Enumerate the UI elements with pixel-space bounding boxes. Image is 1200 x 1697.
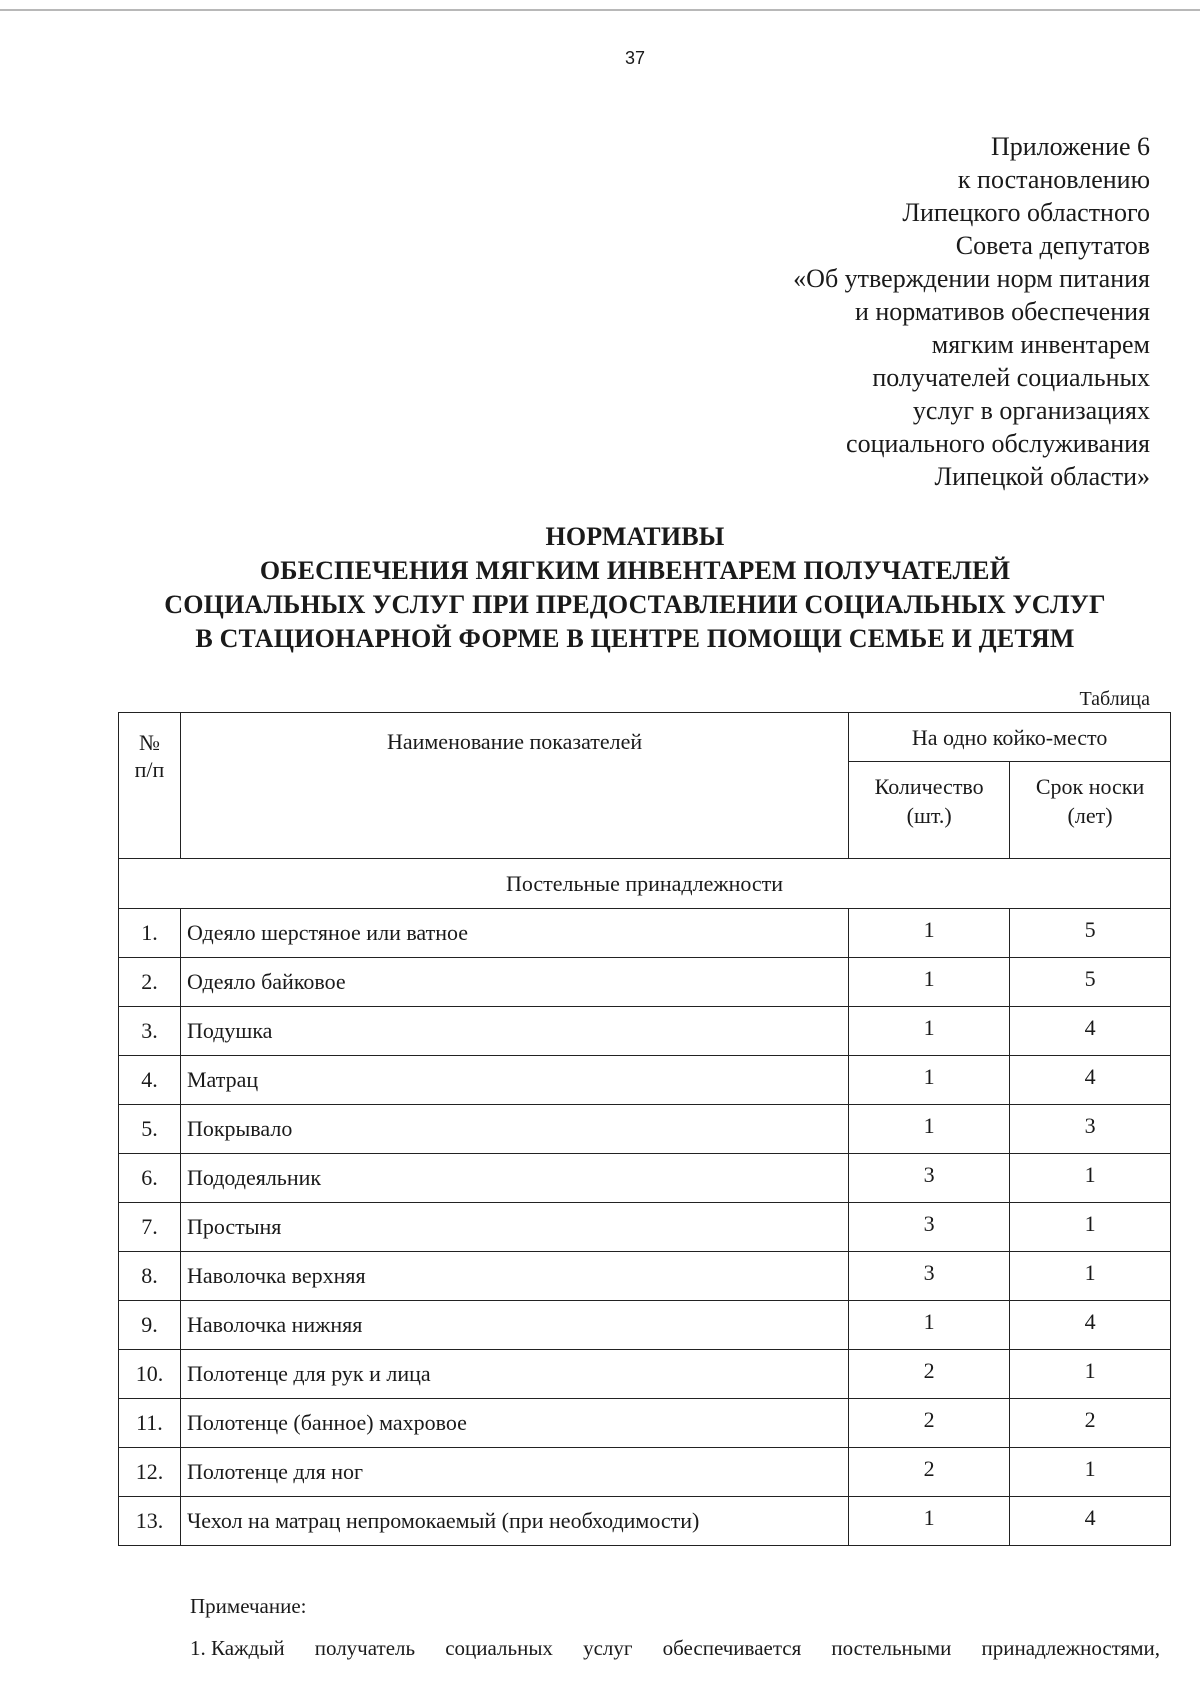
note-word: 1. Каждый xyxy=(190,1636,285,1660)
header-number-symbol: № xyxy=(138,730,160,755)
appendix-line: мягким инвентарем xyxy=(931,330,1150,359)
row-quantity: 3 xyxy=(849,1203,1010,1252)
row-wear-term: 2 xyxy=(1010,1399,1171,1448)
row-quantity: 1 xyxy=(849,909,1010,958)
page-number: 37 xyxy=(624,48,646,68)
section-title: Постельные принадлежности xyxy=(119,859,1171,909)
table-row xyxy=(119,1154,1171,1203)
row-wear-term: 1 xyxy=(1010,1448,1171,1497)
appendix-line: к постановлению xyxy=(957,165,1150,194)
table-row xyxy=(119,1350,1171,1399)
row-quantity: 3 xyxy=(849,1154,1010,1203)
row-quantity: 1 xyxy=(849,1007,1010,1056)
row-quantity: 2 xyxy=(849,1350,1010,1399)
note-word: принадлежностями, xyxy=(981,1636,1160,1660)
row-number: 1. xyxy=(119,909,181,958)
appendix-line: Совета депутатов xyxy=(955,231,1150,260)
row-quantity: 1 xyxy=(849,1105,1010,1154)
header-per-bed: На одно койко-место xyxy=(849,713,1171,762)
table-row xyxy=(119,1007,1171,1056)
row-wear-term: 4 xyxy=(1010,1056,1171,1105)
title-line: СОЦИАЛЬНЫХ УСЛУГ ПРИ ПРЕДОСТАВЛЕНИИ СОЦИАЛЬНЫХ УСЛУГ xyxy=(164,590,1106,619)
appendix-line: «Об утверждении норм питания xyxy=(793,264,1150,293)
note-title: Примечание: xyxy=(190,1594,307,1618)
row-name: Покрывало xyxy=(180,1105,848,1154)
header-wear-term-line1: Срок носки xyxy=(1035,774,1145,799)
table-row xyxy=(119,1399,1171,1448)
appendix-line: Липецкого областного xyxy=(902,198,1150,227)
row-name: Одеяло шерстяное или ватное xyxy=(180,909,848,958)
scan-edge-line xyxy=(0,9,1200,11)
header-number-abbr: п/п xyxy=(134,757,165,782)
row-number: 5. xyxy=(119,1105,181,1154)
row-number: 13. xyxy=(119,1497,181,1546)
row-name: Простыня xyxy=(180,1203,848,1252)
title-line: В СТАЦИОНАРНОЙ ФОРМЕ В ЦЕНТРЕ ПОМОЩИ СЕМЬЕ И ДЕТЯМ xyxy=(195,624,1075,653)
table-row xyxy=(119,1056,1171,1105)
row-number: 2. xyxy=(119,958,181,1007)
table-row xyxy=(119,1497,1171,1546)
row-name: Чехол на матрац непромокаемый (при необходимости) xyxy=(180,1497,848,1546)
table-row xyxy=(119,1448,1171,1497)
table-row xyxy=(119,958,1171,1007)
table-header-row xyxy=(119,713,1171,762)
appendix-line: Приложение 6 xyxy=(990,132,1150,161)
appendix-line: социального обслуживания xyxy=(846,429,1150,458)
norms-table xyxy=(118,712,1171,1546)
row-number: 6. xyxy=(119,1154,181,1203)
header-name: Наименование показателей xyxy=(180,713,848,859)
row-name: Пододеяльник xyxy=(180,1154,848,1203)
header-wear-term-line2: (лет) xyxy=(1067,803,1113,828)
header-number xyxy=(119,713,181,859)
note-word: постельными xyxy=(831,1636,952,1660)
note-line xyxy=(190,1636,1160,1661)
appendix-line: получателей социальных xyxy=(872,363,1150,392)
row-wear-term: 5 xyxy=(1010,909,1171,958)
row-wear-term: 1 xyxy=(1010,1350,1171,1399)
header-quantity xyxy=(849,762,1010,859)
document-title xyxy=(0,520,1200,656)
row-quantity: 1 xyxy=(849,958,1010,1007)
row-number: 11. xyxy=(119,1399,181,1448)
row-name: Полотенце для ног xyxy=(180,1448,848,1497)
appendix-block xyxy=(630,130,1150,493)
header-wear-term xyxy=(1010,762,1171,859)
table-row xyxy=(119,1105,1171,1154)
row-name: Одеяло байковое xyxy=(180,958,848,1007)
row-number: 12. xyxy=(119,1448,181,1497)
row-wear-term: 1 xyxy=(1010,1203,1171,1252)
row-quantity: 2 xyxy=(849,1399,1010,1448)
row-number: 4. xyxy=(119,1056,181,1105)
table-caption: Таблица xyxy=(1079,688,1150,710)
title-line: ОБЕСПЕЧЕНИЯ МЯГКИМ ИНВЕНТАРЕМ ПОЛУЧАТЕЛЕЙ xyxy=(259,556,1011,585)
table-row xyxy=(119,909,1171,958)
row-number: 3. xyxy=(119,1007,181,1056)
note-word: получатель xyxy=(314,1636,416,1660)
row-wear-term: 1 xyxy=(1010,1252,1171,1301)
row-quantity: 1 xyxy=(849,1301,1010,1350)
row-number: 7. xyxy=(119,1203,181,1252)
row-quantity: 1 xyxy=(849,1056,1010,1105)
table-row xyxy=(119,1203,1171,1252)
row-name: Матрац xyxy=(180,1056,848,1105)
row-name: Полотенце для рук и лица xyxy=(180,1350,848,1399)
row-wear-term: 3 xyxy=(1010,1105,1171,1154)
row-wear-term: 4 xyxy=(1010,1301,1171,1350)
note-word: обеспечивается xyxy=(662,1636,802,1660)
title-line: НОРМАТИВЫ xyxy=(545,522,725,551)
row-wear-term: 5 xyxy=(1010,958,1171,1007)
header-quantity-line2: (шт.) xyxy=(906,803,952,828)
appendix-line: услуг в организациях xyxy=(912,396,1150,425)
row-name: Наволочка верхняя xyxy=(180,1252,848,1301)
row-quantity: 1 xyxy=(849,1497,1010,1546)
row-name: Полотенце (банное) махровое xyxy=(180,1399,848,1448)
row-wear-term: 4 xyxy=(1010,1007,1171,1056)
row-number: 8. xyxy=(119,1252,181,1301)
row-wear-term: 1 xyxy=(1010,1154,1171,1203)
appendix-line: Липецкой области» xyxy=(934,462,1150,491)
table-row xyxy=(119,1252,1171,1301)
section-row xyxy=(119,859,1171,909)
row-number: 9. xyxy=(119,1301,181,1350)
note-word: услуг xyxy=(583,1636,633,1660)
row-name: Наволочка нижняя xyxy=(180,1301,848,1350)
appendix-line: и нормативов обеспечения xyxy=(854,297,1150,326)
row-number: 10. xyxy=(119,1350,181,1399)
row-wear-term: 4 xyxy=(1010,1497,1171,1546)
table-row xyxy=(119,1301,1171,1350)
header-quantity-line1: Количество xyxy=(874,774,984,799)
row-quantity: 3 xyxy=(849,1252,1010,1301)
row-quantity: 2 xyxy=(849,1448,1010,1497)
row-name: Подушка xyxy=(180,1007,848,1056)
note-word: социальных xyxy=(445,1636,553,1660)
